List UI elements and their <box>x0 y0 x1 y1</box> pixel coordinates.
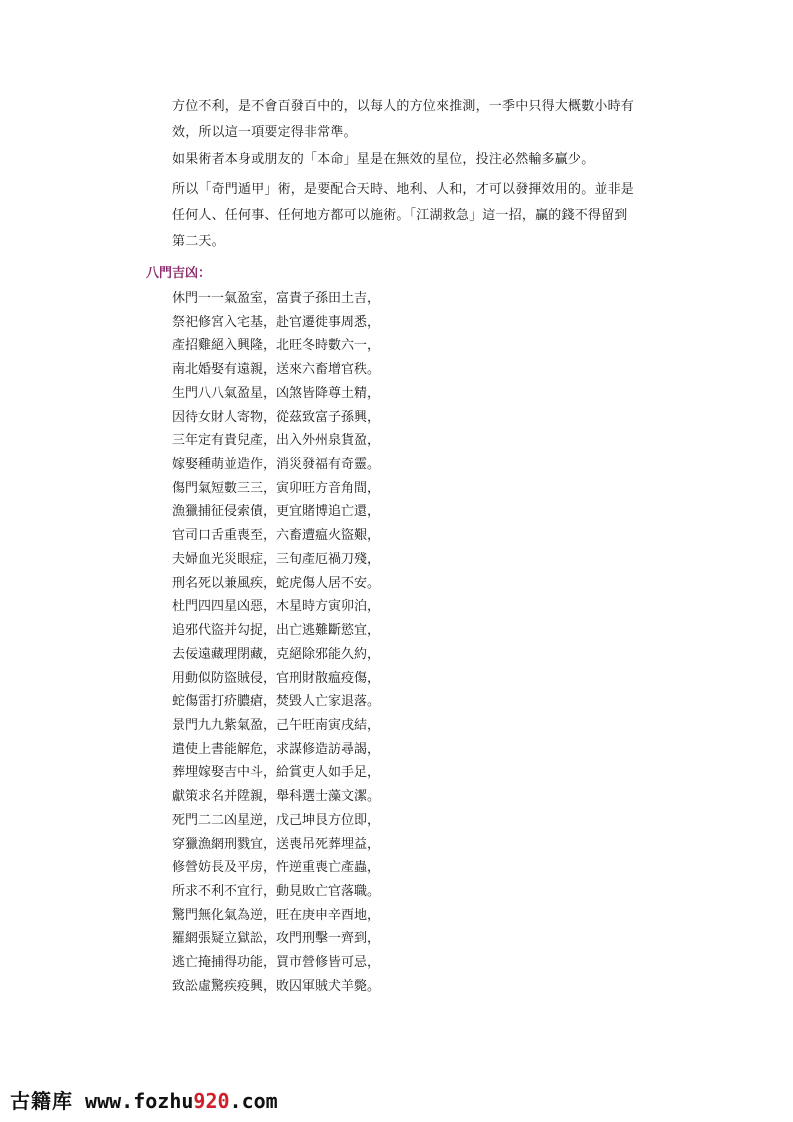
verse-line: 追邪代盜并勾捉，出亡逃難斷慾宜， <box>172 623 381 639</box>
verse-line: 葬埋嫁娶吉中斗，給賞吏人如手足， <box>172 765 381 781</box>
verse-line: 嫁娶種萌並造作，消災發福有奇靈。 <box>172 457 381 473</box>
paragraph-line: 效，所以這一項要定得非常準。 <box>172 125 357 140</box>
paragraph-2 <box>172 147 642 173</box>
verse-line: 羅網張疑立獄訟，攻門刑擊一齊到， <box>172 931 381 947</box>
verse-list <box>172 287 380 999</box>
paragraph-line: 如果術者本身或朋友的「本命」星是在無效的星位，投注必然輸多贏少。 <box>172 152 595 167</box>
verse-line: 杜門四四星凶惡，木星時方寅卯泊， <box>172 599 381 615</box>
paragraph-line: 第二天。 <box>172 234 225 249</box>
verse-line: 官司口舌重喪至，六畜遭瘟火盜艱， <box>172 528 381 544</box>
paragraph-1 <box>172 94 642 146</box>
section-heading: 八門吉凶： <box>146 266 212 281</box>
paragraph-3 <box>172 177 642 255</box>
verse-line: 致訟虛驚疾疫興，敗囚軍賊犬羊斃。 <box>172 978 381 994</box>
verse-line: 生門八八氣盈星，凶煞皆降尊土精， <box>172 385 381 401</box>
verse-line: 漁獵捕征侵索債，更宜賭博追亡還， <box>172 504 381 520</box>
verse-line: 因待女財人寄物，從茲致富子孫興， <box>172 409 381 425</box>
verse-line: 修營妨長及平房，忤逆重喪亡產蟲， <box>172 860 381 876</box>
verse-line: 驚門無化氣為逆，旺在庚申辛酉地， <box>172 907 381 923</box>
verse-line: 去佞遠藏理閉藏，克絕除邪能久約， <box>172 646 381 662</box>
verse-line: 刑名死以兼風疾，蛇虎傷人居不安。 <box>172 575 381 591</box>
verse-line: 祭祀修宮入宅基，赴官遷徙事周悉， <box>172 314 381 330</box>
verse-line: 夫婦血光災眼症，三旬產厄禍刀殘， <box>172 551 381 567</box>
verse-line: 遣使上書能解危，求謀修造訪尋謁， <box>172 741 381 757</box>
verse-line: 休門一一氣盈室，富貴子孫田土吉， <box>172 291 381 306</box>
verse-line: 死門二二凶星逆，戊己坤艮方位即， <box>172 812 381 828</box>
footer-url-number: 920 <box>193 1089 230 1113</box>
verse-line: 傷門氣短數三三，寅卯旺方音角間， <box>172 480 381 496</box>
verse-line: 產招雞絕入興隆，北旺冬時數六一， <box>172 338 381 354</box>
verse-line: 蛇傷雷打疥膿瘡，焚毀人亡家退落。 <box>172 694 381 710</box>
verse-line: 獻策求名并陞親，舉科選士藻文潔。 <box>172 789 381 805</box>
verse-line: 景門九九紫氣盈，己午旺南寅戌結， <box>172 717 381 733</box>
paragraph-line: 所以「奇門遁甲」術，是要配合天時、地利、人和，才可以發揮效用的。並非是 <box>172 182 635 197</box>
site-footer-logo <box>10 1087 278 1115</box>
paragraph-line: 方位不利，是不會百發百中的，以每人的方位來推測，一季中只得大概數小時有 <box>172 99 635 114</box>
footer-url-prefix: www.fozhu <box>85 1089 194 1113</box>
verse-line: 用動似防盜賊侵，官刑財散瘟疫傷， <box>172 670 381 686</box>
footer-url-suffix: .com <box>229 1089 278 1113</box>
verse-line: 穿獵漁網刑戮宜，送喪吊死葬埋益， <box>172 836 381 852</box>
footer-brand: 古籍库 <box>10 1089 73 1113</box>
verse-line: 逃亡掩捕得功能，買市營修皆可忌， <box>172 955 381 971</box>
paragraph-line: 任何人、任何事、任何地方都可以施術。「江湖救急」這一招，贏的錢不得留到 <box>172 208 628 223</box>
verse-line: 所求不利不宜行，動見敗亡官落職。 <box>172 883 381 899</box>
verse-line: 三年定有貴兒產，出入外州泉貨盈， <box>172 433 381 449</box>
verse-line: 南北婚娶有遠親，送來六畜增官秩。 <box>172 362 381 378</box>
